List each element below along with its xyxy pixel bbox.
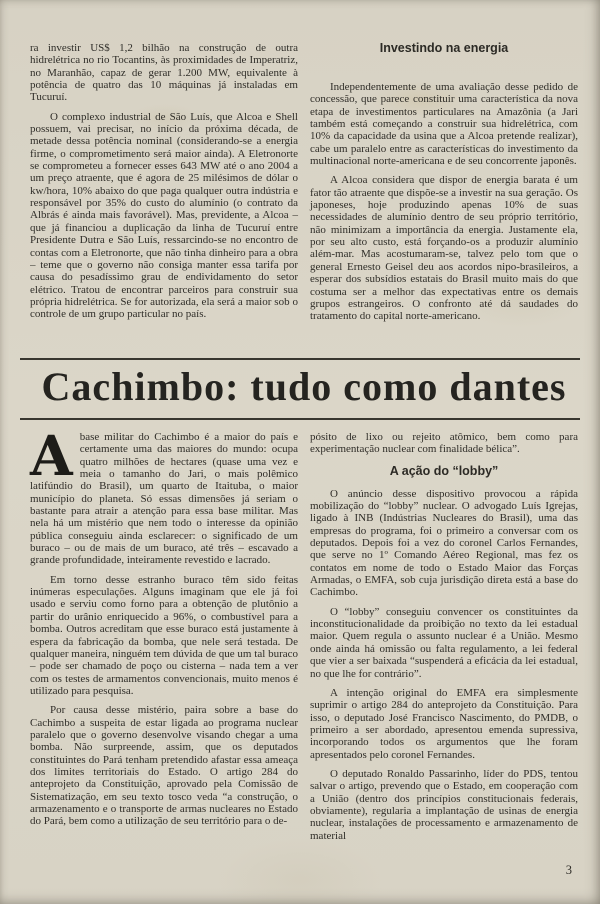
paragraph: O anúncio desse dispositivo provocou a rápida mobilização do “lobby” nuclear. O advogado Luís Igrejas, ligado à INB (Indústrias Nucleares do Brasil), uma das empresas do programa, foi o primeiro a conversar com os deputados. Depois foi a vez do coronel Carlos Fernandes, que serve no 1º Comando Aéreo Regional, mas fez os contatos em nome de todo o Estado Maior das Forças Armadas, o EMFA, sob cuja jurisdição direta está a base do Cachimbo. bbox=[310, 487, 578, 599]
paragraph: A Alcoa considera que dispor de energia barata é um fator tão atraente que dispõe-se a investir na sua geração. Os japoneses, hoje produzindo apenas 10% de suas necessidades de alumínio dentro de seu próprio território, não minimizam a importância da energia. Justamente ela, por seu alto custo, está forçando-os a produzir alumínio além-mar. Mas acostumaram-se, talvez pelo tom que o general Ernesto Geisel deu aos acordos nipo-brasileiros, a esperar dos subsídios estatais do Brasil muito mais do que costuma ser a melhor das expectativas entre os demais grupos estrangeiros. O confronto até dá saudades do tratamento do capital norte-americano. bbox=[310, 174, 578, 323]
lead-paragraph-text: base militar do Cachimbo é a maior do país e certamente uma das maiores do mundo: ocupa quatro milhões de hectares (quase uma vez e meia o tamanho do Jari, o mais polêmico latifúndio do Brasil), um quarto de Itaituba, o maior município do planeta. Só essas dimensões já seriam o bastante para atrair a atenção para essa base militar. Mas nela há um mistério que nem todo o interesse da opinião pública conseguiu ainda esclarecer: o significado de um buraco – ou de mais de um buraco, até três – escavado a grande profundidade, inteiramente revestido e lacrado. bbox=[30, 431, 298, 567]
article-left-column bbox=[30, 423, 298, 849]
paragraph: O complexo industrial de São Luís, que Alcoa e Shell possuem, vai precisar, no início da próxima década, de metade dessa potência nominal (considerando-se a energia firme, o comprometimento será maior ainda). A Eletronorte se comprometeu a fornecer esses 643 MW até o ano 2004 a um preço atraente, que é agora de 25 milésimos de dólar o kw/hora, 10% abaixo do que paga qualquer outra indústria e responsável por 35% do custo do alumínio (o contrato da Albrás é ainda mais favorável). Mas, previdente, a Alcoa – que já financiou a duplicação da linha de Tucuruí entre Presidente Dutra e São Luís, ressarcindo-se no encontro de contas com a Eletronorte, que não tinha dinheiro para a obra – teme que o governo não consiga manter essa tarifa por causa do pesadíssimo grau de endividamento do setor elétrico. Tratou de encontrar parceiros para construir sua própria hidrelétrica. Se for autorizada, ela será a maior sob o controle de um grupo particular no país. bbox=[30, 110, 298, 321]
headline-rule-bottom bbox=[20, 418, 580, 420]
drop-cap: A bbox=[30, 423, 73, 488]
article-right-column bbox=[310, 431, 578, 849]
top-right-column bbox=[310, 42, 578, 358]
section-heading: Investindo na energia bbox=[379, 42, 509, 55]
paragraph: Por causa desse mistério, paira sobre a base do Cachimbo a suspeita de estar ligada ao programa nuclear paralelo que o governo desenvolve visando chegar a uma bomba. Não surpreende, assim, que os deputados constituintes do Pará tenham pretendido afastar essa ameaça dos limites territoriais do Estado. O artigo 284 do anteprojeto da Constituição, aprovado pela Comissão de Sistematização, em seu texto tosco veda “a construção, o armazenamento e o transporte de armas nucleares no Estado do Pará, bem como a utilização de seu território para o de- bbox=[30, 704, 298, 828]
page-number: 3 bbox=[565, 863, 572, 877]
subsection-heading: A ação do “lobby” bbox=[389, 463, 499, 478]
top-section bbox=[30, 42, 578, 358]
article-headline: Cachimbo: tudo como dantes bbox=[41, 364, 567, 409]
paragraph: Independentemente de uma avaliação desse pedido de concessão, que parece constituir uma característica da nova etapa de investimentos particulares na Amazônia (a Jari também está começando a construir sua hidrelétrica, com 10% da capacidade da usina que a Alcoa pretende realizar), cabe um paralelo entre as características do investimento da multinacional norte-americana e de seu concorrente japonês. bbox=[310, 81, 578, 168]
paragraph: ra investir US$ 1,2 bilhão na construção de outra hidrelétrica no rio Tocantins, às proximidades de Imperatriz, no Maranhão, capaz de gerar 1.200 MW, equivalente à potência de quatro das 10 máquinas já instaladas em Tucuruí. bbox=[30, 42, 298, 104]
headline-rule-top bbox=[20, 358, 580, 360]
continuation-paragraph: pósito de lixo ou rejeito atômico, bem como para experimentação nuclear com finalidade bélica”. bbox=[310, 431, 578, 456]
article-body bbox=[30, 423, 578, 849]
paragraph: O “lobby” conseguiu convencer os constituintes da inconstitucionalidade da proibição no texto da lei estadual maior. Quem regula o assunto nuclear é a União. Mesmo onde ainda há omissão ou falta regulamento, a lei federal que vier a ser baixada “suspenderá a eficácia da lei estadual, no que lhe for contrário”. bbox=[310, 605, 578, 680]
paragraph: O deputado Ronaldo Passarinho, líder do PDS, tentou salvar o artigo, prevendo que o Estado, em cooperação com a União (dentro dos princípios constitucionais federais, obviamente), regularia a implantação de usinas de energia nuclear, instalações de processamento e armazenamento de material bbox=[310, 767, 578, 842]
paragraph: A intenção original do EMFA era simplesmente suprimir o artigo 284 do anteprojeto da Constituição. Para isso, o deputado José Francisco Nascimento, do PMDB, o primeiro a ser abordado, apresentou emenda supressiva, incorporando todos os argumentos que lhe foram apresentados pelo coronel Fernandes. bbox=[310, 686, 578, 761]
paragraph: Em torno desse estranho buraco têm sido feitas inúmeras especulações. Alguns imaginam que ele já foi usado e serviu como forno para a obtenção de plutônio a partir do urânio enriquecido a 96%, o combustível para a bomba. Outros acreditam que esse buraco está justamente à espera da fabricação da bomba, que nele será testada. De qualquer maneira, ninguém tem dúvida de que um tal buraco – pode ser chamado de poço ou cisterna – nada tem a ver com os testes de armamentos convencionais, muito menos é utilizado para pesquisa. bbox=[30, 573, 298, 697]
top-left-column bbox=[30, 42, 298, 358]
lead-paragraph bbox=[30, 423, 298, 567]
